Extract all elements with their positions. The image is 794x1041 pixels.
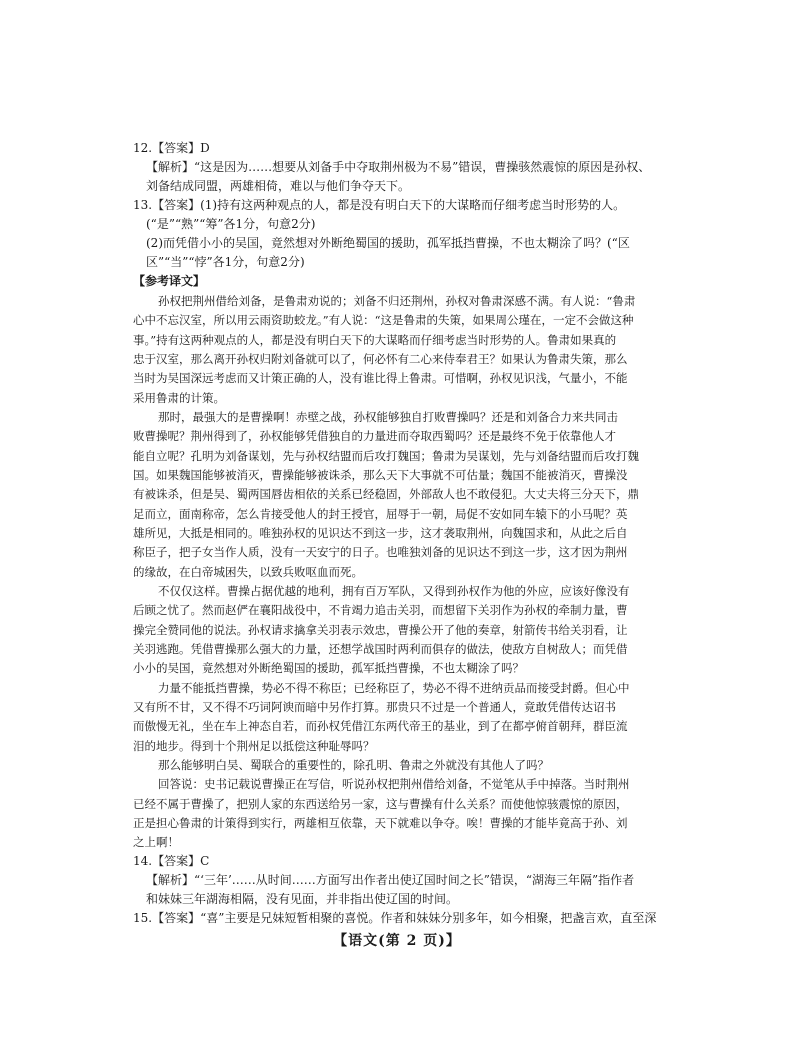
translation-line: 小小的吴国，竟然想对外断绝蜀国的援助，孤军抵挡曹操，不也太糊涂了吗？ [133,661,524,675]
translation-line: 败曹操呢？荆州得到了，孙权能够凭借独自的力量进而夺取西蜀吗？还是最终不免于依靠他人才 [133,429,616,443]
translation-line: 国。如果魏国能够被消灭，曹操能够被诛杀，那么天下大事就不可估量；魏国不能被消灭，曹操没 [133,468,628,482]
translation-line: 后顾之忧了。然而赵俨在襄阳战役中，不肯竭力追击关羽，而想留下关羽作为孙权的牵制力量，曹 [133,603,628,617]
translation-line: 关羽逃跑。凭借曹操那么强大的力量，还想学战国时两利而俱存的做法，使敌方自树敌人；而凭借 [133,642,628,656]
q14-analysis-line: 和妹妹三年湖海相隔，没有见面，并非指出使辽国的时间。 [146,892,459,906]
translation-line: 正是担心鲁肃的计策得到实行，两雄相互依靠，天下就难以争夺。唉！曹操的才能毕竟高于孙、刘 [133,816,628,830]
q13-answer-scoring: 区”“当”“悖”各1分，句意2分) [146,255,305,269]
translation-line: 有被诛杀，但是吴、蜀两国唇齿相依的关系已经稳固，外部敌人也不敢侵犯。大丈夫将三分天下，鼎 [133,487,639,501]
translation-line: 称臣子，把子女当作人质，没有一天安宁的日子。也唯独刘备的见识达不到这一步，这才因为荆州 [133,545,628,559]
q13-answer: 13.【答案】(1)持有这两种观点的人，都是没有明白天下的大谋略而仔细考虑当时形势的人。 [133,198,626,212]
translation-line: 能自立呢？孔明为刘备谋划，先与孙权结盟而后攻打魏国；鲁肃为吴谋划，先与刘备结盟而后攻打魏 [133,449,639,463]
translation-line: 已经不属于曹操了，把别人家的东西送给另一家，这与曹操有什么关系？而使他惊骇震惊的原因， [133,797,628,811]
q13-answer-scoring: (“是”“熟”“筹”各1分，句意2分) [146,217,316,231]
translation-line: 操完全赞同他的说法。孙权请求擒拿关羽表示效忠，曹操公开了他的奏章，射箭传书给关羽看，让 [133,623,628,637]
q12-analysis-line: 刘备结成同盟，两雄相倚，难以与他们争夺天下。 [146,179,411,193]
q15-answer: 15.【答案】“喜”主要是兄妹短暂相聚的喜悦。作者和妹妹分别多年，如今相聚，把盏言欢，直至深 [133,911,657,925]
translation-line: 那么能够明白吴、蜀联合的重要性的，除孔明、鲁肃之外就没有其他人了吗？ [158,758,549,772]
translation-line: 足而立，面南称帝，怎么肯接受他人的封王授官，屈辱于一朝，局促不安如同车辕下的小马呢？英 [133,507,628,521]
translation-line: 不仅仅这样。曹操占据优越的地利，拥有百万军队，又得到孙权作为他的外应，应该好像没有 [158,584,630,598]
translation-line: 当时为吴国深远考虑而又计策正确的人，没有谁比得上鲁肃。可惜啊，孙权见识浅，气量小，不能 [133,371,628,385]
translation-line: 那时，最强大的是曹操啊！赤壁之战，孙权能够独自打败曹操吗？还是和刘备合力来共同击 [158,410,618,424]
translation-line: 孙权把荆州借给刘备，是鲁肃劝说的；刘备不归还荆州，孙权对鲁肃深感不满。有人说：“鲁肃 [158,294,636,308]
translation-header: 【参考译文】 [133,274,206,288]
translation-line: 心中不忘汉室，所以用云雨资助蛟龙。”有人说：“这是鲁肃的失策，如果周公瑾在，一定不会做这种 [133,313,634,327]
translation-line: 的缘故，在白帝城困失，以致兵败呕血而死。 [133,565,363,579]
translation-line: 泪的地步。得到十个荆州足以抵偿这种耻辱吗？ [133,739,375,753]
translation-line: 事。”持有这两种观点的人，都是没有明白天下的大谋略而仔细考虑当时形势的人。鲁肃如果真的 [133,333,617,347]
page-footer: 【语文(第 2 页)】 [333,933,461,949]
q12-analysis-line: 【解析】“这是因为……想要从刘备手中夺取荆州极为不易”错误，曹操骇然震惊的原因是孙权、 [146,160,651,174]
q12-answer: 12.【答案】D [133,141,210,155]
translation-line: 回答说：史书记载说曹操正在写信，听说孙权把荆州借给刘备，不觉笔从手中掉落。当时荆州 [158,777,630,791]
q13-answer-part2: (2)而凭借小小的吴国，竟然想对外断绝蜀国的援助，孤军抵挡曹操，不也太糊涂了吗？(“区 [146,236,630,250]
translation-line: 之上啊！ [133,835,179,849]
translation-line: 力量不能抵挡曹操，势必不得不称臣；已经称臣了，势必不得不进纳贡品而接受封爵。但心中 [158,681,630,695]
translation-line: 而傲慢无礼，坐在车上神态自若，而孙权凭借江东两代帝王的基业，到了在都亭俯首朝拜，群臣流 [133,719,628,733]
translation-line: 雄所见，大抵是相同的。唯独孙权的见识达不到这一步，这才袭取荆州，向魏国求和，从此之后自 [133,526,628,540]
translation-line: 采用鲁肃的计策。 [133,391,225,405]
translation-line: 忠于汉室，那么离开孙权归附刘备就可以了，何必怀有二心来侍奉君王？如果认为鲁肃失策，那么 [133,352,628,366]
q14-analysis-line: 【解析】“‘三年’……从时间……方面写出作者出使辽国时间之长”错误，“湖海三年隔”指作者 [146,873,635,887]
translation-line: 又有所不甘，又不得不巧词阿谀而暗中另作打算。那贵只不过是一个普通人，竟敢凭借传达诏书 [133,700,616,714]
q14-answer: 14.【答案】C [133,854,210,868]
